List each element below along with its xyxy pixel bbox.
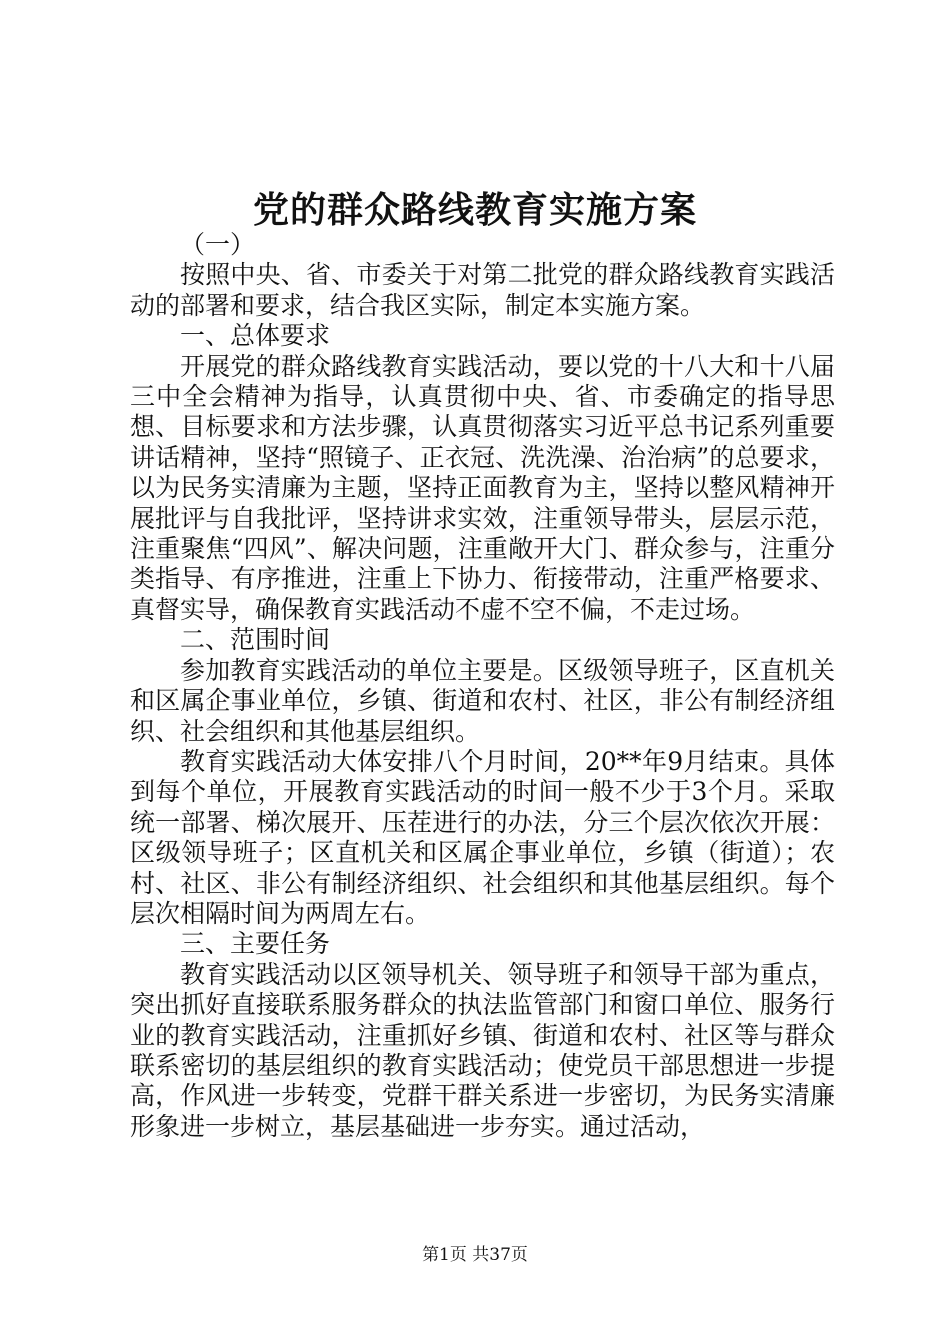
paragraph-schedule: 教育实践活动大体安排八个月时间，20**年9月结束。具体到每个单位，开展教育实践活动的时间一般不少于3个月。采取统一部署、梯次展开、压茬进行的办法，分三个层次依次开展：区级领导班子；区直机关和区属企事业单位，乡镇（街道）；农村、社区、非公有制经济组织、社会组织和其他基层组织。每个层次相隔时间为两周左右。 xyxy=(130,746,835,928)
heading-scope-time: 二、范围时间 xyxy=(180,625,331,655)
document-body xyxy=(130,230,835,1142)
paragraph-scope: 参加教育实践活动的单位主要是。区级领导班子，区直机关和区属企事业单位，乡镇、街道和农村、社区，非公有制经济组织、社会组织和其他基层组织。 xyxy=(130,655,835,746)
document-title: 党的群众路线教育实施方案 xyxy=(252,189,697,231)
heading-main-tasks: 三、主要任务 xyxy=(180,929,331,959)
paragraph-main-tasks: 教育实践活动以区领导机关、领导班子和领导干部为重点，突出抓好直接联系服务群众的执法监管部门和窗口单位、服务行业的教育实践活动，注重抓好乡镇、街道和农村、社区等与群众联系密切的基层组织的教育实践活动；使党员干部思想进一步提高，作风进一步转变，党群干群关系进一步密切，为民务实清廉形象进一步树立，基层基础进一步夯实。通过活动， xyxy=(130,959,835,1141)
paragraph-intro: 按照中央、省、市委关于对第二批党的群众路线教育实践活动的部署和要求，结合我区实际，制定本实施方案。 xyxy=(130,260,835,320)
paragraph-general-requirements: 开展党的群众路线教育实践活动，要以党的十八大和十八届三中全会精神为指导，认真贯彻中央、省、市委确定的指导思想、目标要求和方法步骤，认真贯彻落实习近平总书记系列重要讲话精神，坚持“照镜子、正衣冠、洗洗澡、治治病”的总要求，以为民务实清廉为主题，坚持正面教育为主，坚持以整风精神开展批评与自我批评，坚持讲求实效，注重领导带头，层层示范，注重聚焦“四风”、解决问题，注重敞开大门、群众参与，注重分类指导、有序推进，注重上下协力、衔接带动，注重严格要求、真督实导，确保教育实践活动不虚不空不偏，不走过场。 xyxy=(130,351,835,624)
heading-general-requirements: 一、总体要求 xyxy=(180,321,331,351)
page-number-footer: 第1页 共37页 xyxy=(422,1245,528,1265)
paragraph-section-marker: （一） xyxy=(180,230,256,259)
